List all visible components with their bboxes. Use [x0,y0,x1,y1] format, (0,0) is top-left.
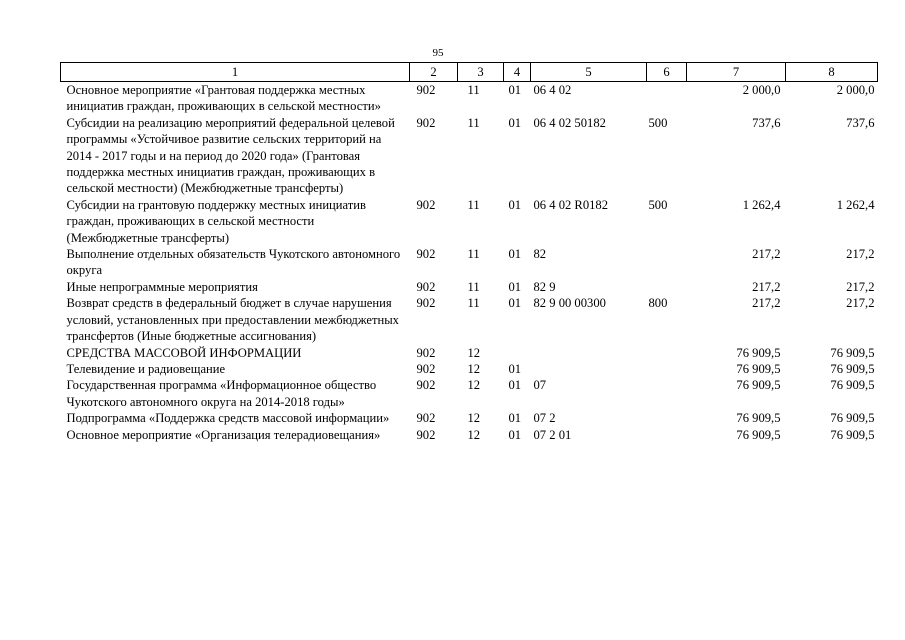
row-name: Основное мероприятие «Грантовая поддержка местных инициатив граждан, проживающих в сельской местности» [66,83,381,114]
row-amount-1: 737,6 [752,115,781,130]
row-code: 902 [416,279,436,294]
row-subsection: 01 [508,378,522,393]
row-subsection: 01 [508,361,522,376]
column-header: 3 [458,63,504,82]
column-header: 8 [786,63,878,82]
header-row [61,63,878,82]
table-row [61,82,878,115]
row-expense-type: 500 [648,115,668,130]
row-amount-2: 1 262,4 [836,197,875,212]
row-subsection: 01 [508,279,522,294]
row-expense-type [647,361,687,377]
row-amount-2: 217,2 [846,279,875,294]
row-name: Государственная программа «Информационное общество Чукотского автономного округа на 2014-2018 годы» [66,378,377,409]
row-amount-1: 217,2 [752,296,781,311]
row-target-article: 82 9 00 00300 [533,296,606,311]
table-row [61,197,878,246]
row-name: Основное мероприятие «Организация телерадиовещания» [66,427,381,442]
row-amount-1: 76 909,5 [736,345,781,360]
row-target-article: 07 [533,378,547,393]
budget-table [60,62,878,443]
row-code: 902 [416,378,436,393]
row-expense-type: 500 [648,197,668,212]
row-expense-type [647,410,687,426]
row-section: 11 [467,296,480,311]
row-amount-1: 76 909,5 [736,411,781,426]
row-code: 902 [416,247,436,262]
row-section: 11 [467,115,480,130]
row-subsection: 01 [508,427,522,442]
table-row [61,377,878,410]
row-target-article: 06 4 02 50182 [533,115,606,130]
row-amount-1: 76 909,5 [736,361,781,376]
row-subsection: 01 [508,296,522,311]
table-row [61,345,878,361]
row-amount-1: 217,2 [752,247,781,262]
row-expense-type [647,279,687,295]
row-name: Телевидение и радиовещание [66,361,226,376]
row-code: 902 [416,296,436,311]
row-name: Иные непрограммные мероприятия [66,279,258,294]
table-row [61,279,878,295]
row-amount-2: 2 000,0 [836,83,875,97]
row-name: Выполнение отдельных обязательств Чукотского автономного округа [66,247,401,278]
row-expense-type [647,82,687,115]
row-name: Подпрограмма «Поддержка средств массовой информации» [66,411,390,426]
row-amount-2: 76 909,5 [830,378,875,393]
column-header: 6 [647,63,687,82]
row-code: 902 [416,197,436,212]
row-amount-2: 76 909,5 [830,361,875,376]
row-section: 11 [467,83,480,97]
row-section: 11 [467,247,480,262]
page-number: 95 [432,47,444,59]
row-amount-2: 76 909,5 [830,345,875,360]
row-subsection: 01 [508,197,522,212]
column-header: 7 [687,63,786,82]
table-row [61,115,878,197]
row-subsection: 01 [508,83,522,97]
row-code: 902 [416,83,436,97]
row-target-article: 07 2 01 [533,427,572,442]
row-expense-type [647,427,687,443]
row-target-article [531,361,647,377]
row-subsection: 01 [508,115,522,130]
row-section: 12 [467,378,481,393]
row-amount-1: 76 909,5 [736,378,781,393]
row-amount-2: 217,2 [846,296,875,311]
row-section: 12 [467,345,481,360]
row-target-article: 06 4 02 R0182 [533,197,609,212]
row-expense-type [647,345,687,361]
column-header: 4 [504,63,531,82]
row-code: 902 [416,427,436,442]
table-row [61,246,878,279]
row-target-article: 07 2 [533,411,556,426]
row-amount-2: 217,2 [846,247,875,262]
table-row [61,361,878,377]
row-target-article: 82 [533,247,547,262]
row-section: 11 [467,279,480,294]
row-name: Субсидии на грантовую поддержку местных инициатив граждан, проживающих в сельской местности (Межбюджетные трансферты) [66,197,366,245]
column-header: 1 [61,63,410,82]
table-row [61,410,878,426]
row-subsection: 01 [508,411,522,426]
row-subsection [504,345,531,361]
row-code: 902 [416,411,436,426]
row-section: 12 [467,361,481,376]
row-amount-2: 76 909,5 [830,427,875,442]
row-amount-2: 737,6 [846,115,875,130]
row-subsection: 01 [508,247,522,262]
column-header: 2 [410,63,458,82]
table-row [61,295,878,344]
row-expense-type [647,246,687,279]
row-target-article: 82 9 [533,279,556,294]
column-header: 5 [531,63,647,82]
row-name: СРЕДСТВА МАССОВОЙ ИНФОРМАЦИИ [66,345,302,360]
row-section: 12 [467,411,481,426]
row-code: 902 [416,345,436,360]
row-amount-2: 76 909,5 [830,411,875,426]
row-expense-type: 800 [648,296,668,311]
row-name: Субсидии на реализацию мероприятий федеральной целевой программы «Устойчивое развитие сельских территорий на 2014 - 2017 годы и на период до 2020 года» (Грантовая поддержка местных инициатив граждан, проживающих в сельской местности) (Межбюджетные трансферты) [66,115,395,196]
row-expense-type [647,377,687,410]
row-section: 12 [467,427,481,442]
row-amount-1: 76 909,5 [736,427,781,442]
row-code: 902 [416,361,436,376]
row-amount-1: 217,2 [752,279,781,294]
table-row [61,427,878,443]
row-amount-1: 2 000,0 [742,83,781,97]
row-code: 902 [416,115,436,130]
row-amount-1: 1 262,4 [742,197,781,212]
row-section: 11 [467,197,480,212]
row-name: Возврат средств в федеральный бюджет в случае нарушения условий, установленных при предоставлении межбюджетных трансфертов (Иные бюджетные ассигнования) [66,296,399,344]
row-target-article: 06 4 02 [533,83,572,97]
row-target-article [531,345,647,361]
